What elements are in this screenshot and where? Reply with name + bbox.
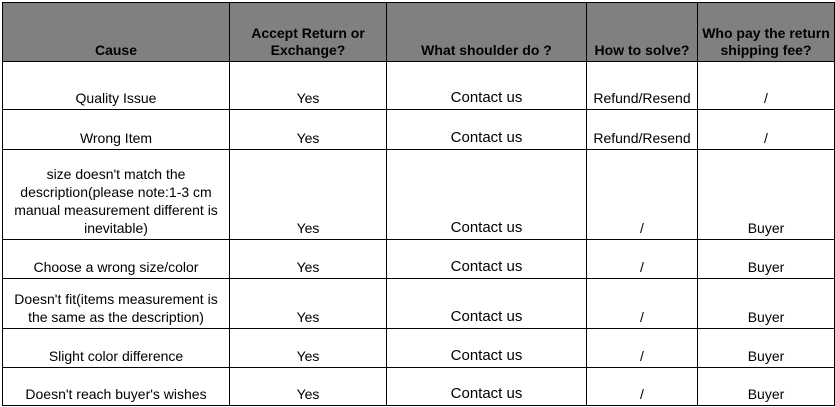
action-cell: Contact us <box>387 62 587 110</box>
table-row <box>3 368 835 406</box>
solution-cell: / <box>587 150 698 240</box>
accept-cell: Yes <box>230 150 387 240</box>
table-row <box>3 110 835 150</box>
column-header-how-to-solve: How to solve? <box>587 3 698 62</box>
column-header-what-to-do: What shoulder do ? <box>387 3 587 62</box>
cause-cell: Choose a wrong size/color <box>3 240 230 279</box>
fee-payer-cell: Buyer <box>698 368 835 406</box>
cause-cell: Doesn't fit(items measurement is the same as the description) <box>3 279 230 329</box>
solution-cell: / <box>587 329 698 368</box>
cause-cell: size doesn't match the description(please note:1-3 cm manual measurement different is inevitable) <box>3 150 230 240</box>
solution-cell: Refund/Resend <box>587 62 698 110</box>
solution-cell: / <box>587 279 698 329</box>
fee-payer-cell: Buyer <box>698 279 835 329</box>
accept-cell: Yes <box>230 368 387 406</box>
column-header-cause: Cause <box>3 3 230 62</box>
action-cell: Contact us <box>387 329 587 368</box>
accept-cell: Yes <box>230 62 387 110</box>
action-cell: Contact us <box>387 368 587 406</box>
accept-cell: Yes <box>230 110 387 150</box>
solution-cell: Refund/Resend <box>587 110 698 150</box>
cause-cell: Doesn't reach buyer's wishes <box>3 368 230 406</box>
return-policy-table <box>2 2 835 406</box>
action-cell: Contact us <box>387 150 587 240</box>
cause-cell: Quality Issue <box>3 62 230 110</box>
header-row <box>3 3 835 62</box>
column-header-accept-return: Accept Return or Exchange? <box>230 3 387 62</box>
table-row <box>3 150 835 240</box>
accept-cell: Yes <box>230 240 387 279</box>
accept-cell: Yes <box>230 279 387 329</box>
cause-cell: Wrong Item <box>3 110 230 150</box>
column-header-shipping-fee-payer: Who pay the return shipping fee? <box>698 3 835 62</box>
fee-payer-cell: Buyer <box>698 240 835 279</box>
fee-payer-cell: Buyer <box>698 329 835 368</box>
fee-payer-cell: / <box>698 62 835 110</box>
table-row <box>3 62 835 110</box>
solution-cell: / <box>587 368 698 406</box>
solution-cell: / <box>587 240 698 279</box>
table-row <box>3 279 835 329</box>
cause-cell: Slight color difference <box>3 329 230 368</box>
table-row <box>3 329 835 368</box>
action-cell: Contact us <box>387 240 587 279</box>
fee-payer-cell: Buyer <box>698 150 835 240</box>
action-cell: Contact us <box>387 110 587 150</box>
accept-cell: Yes <box>230 329 387 368</box>
action-cell: Contact us <box>387 279 587 329</box>
table-row <box>3 240 835 279</box>
fee-payer-cell: / <box>698 110 835 150</box>
